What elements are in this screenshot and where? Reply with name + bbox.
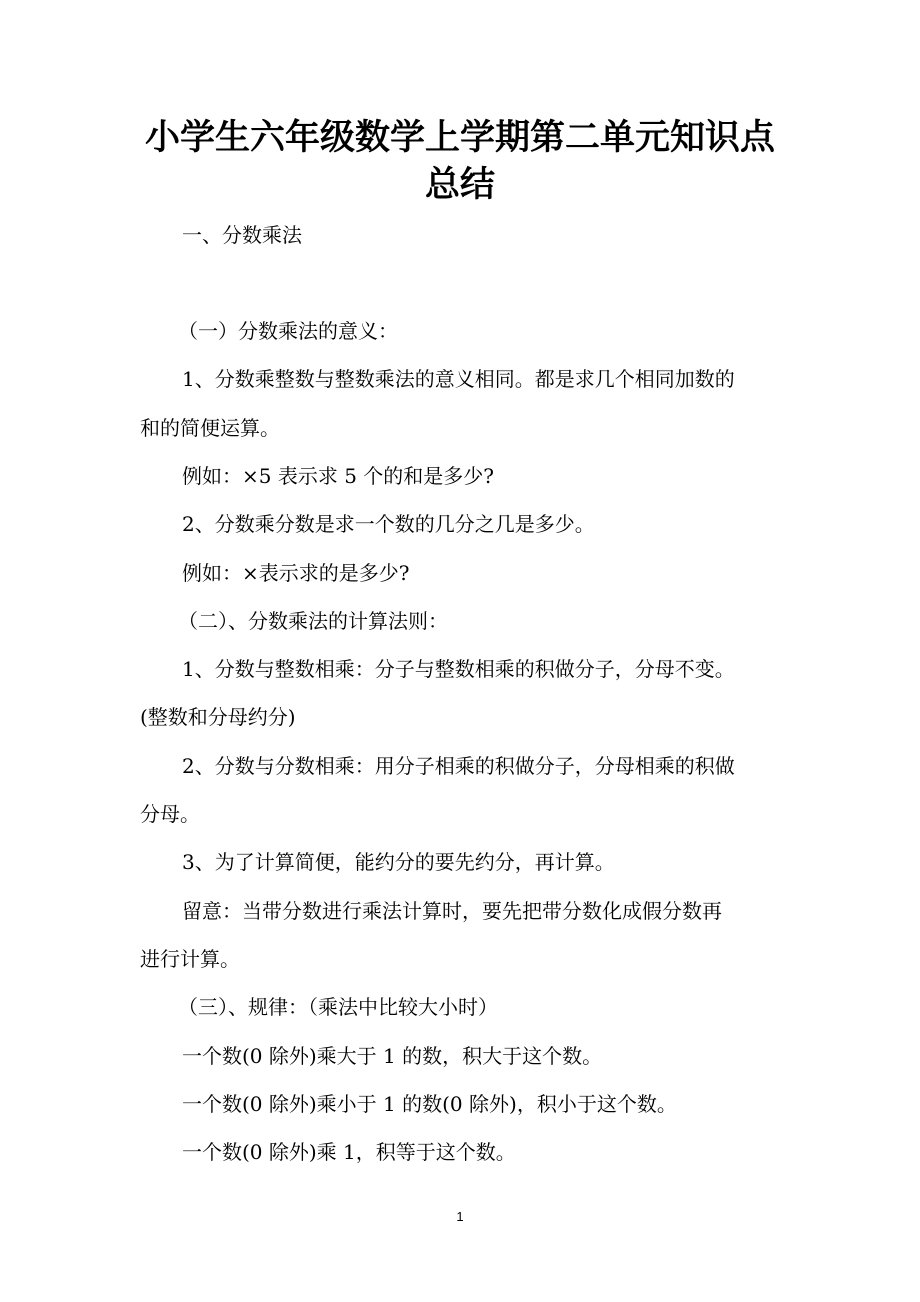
paragraph-rule-1-line-1: 1、分数乘整数与整数乘法的意义相同。都是求几个相同加数的 xyxy=(182,367,735,391)
subsection-heading-meaning: （一）分数乘法的意义： xyxy=(178,319,398,343)
paragraph-rule-equal: 一个数(0 除外)乘 1，积等于这个数。 xyxy=(182,1140,516,1164)
paragraph-example-2: 例如：×表示求的是多少? xyxy=(182,561,410,585)
subsection-heading-calculation-rules: （二）、分数乘法的计算法则： xyxy=(178,609,448,633)
paragraph-note-line-2: 进行计算。 xyxy=(140,947,240,971)
section-heading-fraction-multiplication: 一、分数乘法 xyxy=(182,223,302,247)
paragraph-calc-rule-1-line-1: 1、分数与整数相乘：分子与整数相乘的积做分子，分母不变。 xyxy=(182,657,735,681)
document-title-line-1: 小学生六年级数学上学期第二单元知识点 xyxy=(144,118,775,158)
paragraph-calc-rule-1-line-2: (整数和分母约分) xyxy=(140,705,296,729)
paragraph-calc-rule-2-line-2: 分母。 xyxy=(140,802,200,826)
document-title-line-2: 总结 xyxy=(424,165,495,205)
paragraph-calc-rule-2-line-1: 2、分数与分数相乘：用分子相乘的积做分子，分母相乘的积做 xyxy=(182,754,735,778)
paragraph-rule-1-line-2: 和的简便运算。 xyxy=(140,416,280,440)
page-number: 1 xyxy=(456,1209,464,1224)
paragraph-note-line-1: 留意：当带分数进行乘法计算时，要先把带分数化成假分数再 xyxy=(182,899,722,923)
paragraph-example-1: 例如：×5 表示求 5 个的和是多少? xyxy=(182,464,495,488)
paragraph-rule-less: 一个数(0 除外)乘小于 1 的数(0 除外)，积小于这个数。 xyxy=(182,1092,677,1116)
subsection-heading-rules: （三）、规律：（乘法中比较大小时） xyxy=(178,995,498,1019)
paragraph-calc-rule-3: 3、为了计算简便，能约分的要先约分，再计算。 xyxy=(182,850,615,874)
paragraph-rule-2: 2、分数乘分数是求一个数的几分之几是多少。 xyxy=(182,512,595,536)
paragraph-rule-greater: 一个数(0 除外)乘大于 1 的数，积大于这个数。 xyxy=(182,1044,603,1068)
